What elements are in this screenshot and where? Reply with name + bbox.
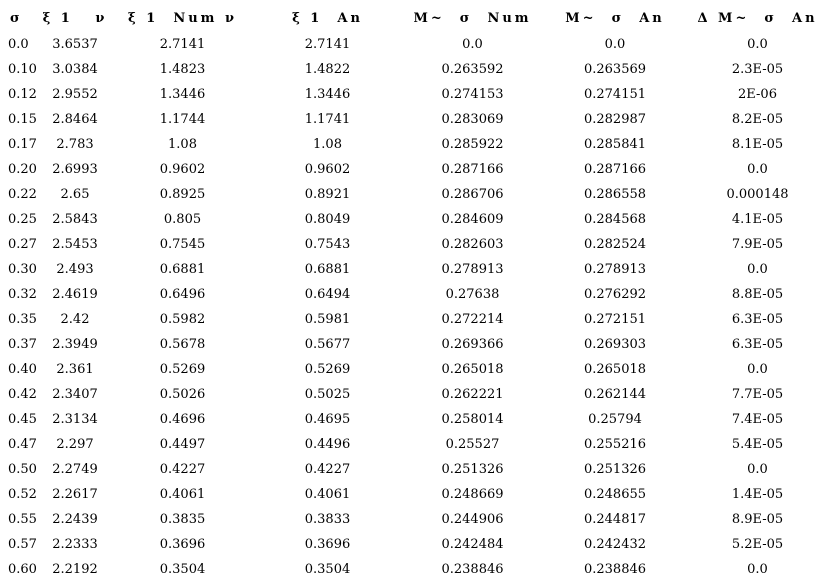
table-body bbox=[0, 32, 830, 582]
table-cell: 2.5453 bbox=[52, 237, 98, 252]
table-row bbox=[0, 532, 830, 557]
table-cell: 2.3949 bbox=[52, 337, 98, 352]
column-header-5: M~ σ An bbox=[565, 10, 665, 26]
data-table bbox=[0, 4, 830, 582]
table-cell: 3.6537 bbox=[52, 37, 98, 52]
table-cell: 0.3504 bbox=[304, 562, 351, 577]
table-cell: 0.7545 bbox=[159, 237, 206, 252]
table-cell: 0.5269 bbox=[304, 362, 351, 377]
table-row bbox=[0, 157, 830, 182]
table-cell: 0.284568 bbox=[583, 212, 647, 227]
table-cell: 0.0 bbox=[747, 262, 768, 277]
table-cell: 0.30 bbox=[8, 262, 37, 277]
table-cell: 0.238846 bbox=[583, 562, 647, 577]
table-row bbox=[0, 82, 830, 107]
table-cell: 1.1744 bbox=[159, 112, 206, 127]
table-row bbox=[0, 357, 830, 382]
table-cell: 0.263592 bbox=[441, 62, 504, 77]
table-cell: 5.4E-05 bbox=[731, 437, 784, 452]
table-cell: 8.2E-05 bbox=[731, 112, 784, 127]
table-cell: 0.285922 bbox=[441, 137, 504, 152]
table-cell: 0.283069 bbox=[441, 112, 504, 127]
table-cell: 1.4823 bbox=[159, 62, 206, 77]
column-header-4: M~ σ Num bbox=[413, 10, 532, 26]
table-cell: 0.25 bbox=[8, 212, 37, 227]
table-cell: 2.3407 bbox=[52, 387, 98, 402]
table-cell: 2.297 bbox=[56, 437, 94, 452]
table-cell: 0.3696 bbox=[159, 537, 206, 552]
table-cell: 0.251326 bbox=[583, 462, 647, 477]
table-cell: 0.27638 bbox=[445, 287, 500, 302]
table-cell: 0.5269 bbox=[159, 362, 206, 377]
table-cell: 0.9602 bbox=[304, 162, 351, 177]
header-row bbox=[0, 4, 830, 32]
table-cell: 5.2E-05 bbox=[731, 537, 784, 552]
table-cell: 2.42 bbox=[60, 312, 90, 327]
table-cell: 0.5025 bbox=[304, 387, 351, 402]
table-row bbox=[0, 332, 830, 357]
table-cell: 2.9552 bbox=[52, 87, 98, 102]
table-cell: 0.269303 bbox=[583, 337, 647, 352]
table-cell: 2.4619 bbox=[52, 287, 98, 302]
table-cell: 0.242484 bbox=[441, 537, 504, 552]
table-cell: 0.274153 bbox=[441, 87, 504, 102]
table-cell: 0.287166 bbox=[583, 162, 647, 177]
table-cell: 0.278913 bbox=[441, 262, 504, 277]
table-cell: 0.10 bbox=[8, 62, 37, 77]
table-cell: 0.272151 bbox=[583, 312, 647, 327]
table-cell: 0.286706 bbox=[441, 187, 504, 202]
table-cell: 0.37 bbox=[8, 337, 37, 352]
table-cell: 0.15 bbox=[8, 112, 37, 127]
table-cell: 0.276292 bbox=[583, 287, 647, 302]
table-cell: 0.55 bbox=[8, 512, 37, 527]
table-cell: 0.238846 bbox=[441, 562, 504, 577]
table-cell: 2.493 bbox=[56, 262, 94, 277]
table-cell: 0.6494 bbox=[304, 287, 351, 302]
table-cell: 0.242432 bbox=[583, 537, 647, 552]
table-cell: 2E-06 bbox=[738, 87, 777, 102]
table-cell: 2.3134 bbox=[52, 412, 98, 427]
table-cell: 6.3E-05 bbox=[731, 312, 784, 327]
table-cell: 0.286558 bbox=[583, 187, 647, 202]
table-row bbox=[0, 182, 830, 207]
table-cell: 0.0 bbox=[747, 37, 768, 52]
table-row bbox=[0, 107, 830, 132]
table-cell: 0.25527 bbox=[445, 437, 500, 452]
table-cell: 0.282987 bbox=[583, 112, 647, 127]
table-cell: 0.6496 bbox=[159, 287, 206, 302]
table-cell: 0.5982 bbox=[159, 312, 206, 327]
table-cell: 0.45 bbox=[8, 412, 37, 427]
table-cell: 0.50 bbox=[8, 462, 37, 477]
table-cell: 0.248669 bbox=[441, 487, 504, 502]
table-cell: 1.3446 bbox=[159, 87, 206, 102]
table-row bbox=[0, 432, 830, 457]
table-cell: 0.9602 bbox=[159, 162, 206, 177]
table-cell: 0.5678 bbox=[159, 337, 206, 352]
table-cell: 0.5677 bbox=[304, 337, 351, 352]
table-cell: 0.265018 bbox=[583, 362, 647, 377]
table-cell: 0.57 bbox=[8, 537, 37, 552]
table-row bbox=[0, 257, 830, 282]
table-cell: 0.287166 bbox=[441, 162, 504, 177]
table-cell: 0.8925 bbox=[159, 187, 206, 202]
table-cell: 0.8921 bbox=[304, 187, 351, 202]
table-cell: 2.65 bbox=[60, 187, 90, 202]
table-cell: 0.0 bbox=[8, 37, 29, 52]
table-row bbox=[0, 32, 830, 57]
table-cell: 0.272214 bbox=[441, 312, 504, 327]
table-cell: 0.282524 bbox=[583, 237, 647, 252]
table-cell: 0.278913 bbox=[583, 262, 647, 277]
table-cell: 2.2333 bbox=[52, 537, 98, 552]
table-cell: 0.262144 bbox=[583, 387, 647, 402]
table-cell: 2.8464 bbox=[52, 112, 98, 127]
table-cell: 2.7141 bbox=[304, 37, 351, 52]
table-cell: 1.08 bbox=[313, 137, 342, 152]
table-cell: 0.8049 bbox=[304, 212, 351, 227]
table-cell: 0.262221 bbox=[441, 387, 504, 402]
column-header-3: ξ 1 An bbox=[292, 10, 363, 26]
table-cell: 0.282603 bbox=[441, 237, 504, 252]
table-row bbox=[0, 207, 830, 232]
table-cell: 0.3835 bbox=[159, 512, 206, 527]
table-row bbox=[0, 482, 830, 507]
table-cell: 0.0 bbox=[462, 37, 483, 52]
table-cell: 0.0 bbox=[747, 362, 768, 377]
table-row bbox=[0, 382, 830, 407]
table-cell: 0.258014 bbox=[441, 412, 504, 427]
table-cell: 0.6881 bbox=[304, 262, 351, 277]
table-cell: 7.9E-05 bbox=[731, 237, 784, 252]
table-cell: 0.4061 bbox=[159, 487, 206, 502]
table-cell: 2.2192 bbox=[52, 562, 98, 577]
table-cell: 0.60 bbox=[8, 562, 37, 577]
table-cell: 0.255216 bbox=[583, 437, 647, 452]
table-cell: 0.244817 bbox=[583, 512, 647, 527]
table-cell: 0.4227 bbox=[159, 462, 206, 477]
table-row bbox=[0, 507, 830, 532]
table-cell: 0.274151 bbox=[583, 87, 647, 102]
table-cell: 8.9E-05 bbox=[731, 512, 784, 527]
table-cell: 0.32 bbox=[8, 287, 37, 302]
table-row bbox=[0, 457, 830, 482]
table-cell: 0.47 bbox=[8, 437, 37, 452]
table-cell: 3.0384 bbox=[52, 62, 98, 77]
table-cell: 2.6993 bbox=[52, 162, 98, 177]
table-cell: 2.361 bbox=[56, 362, 94, 377]
table-cell: 0.4227 bbox=[304, 462, 351, 477]
table-cell: 0.52 bbox=[8, 487, 37, 502]
table-cell: 0.0 bbox=[604, 37, 626, 52]
table-cell: 0.000148 bbox=[726, 187, 789, 202]
table-cell: 0.4496 bbox=[304, 437, 351, 452]
table-cell: 0.40 bbox=[8, 362, 37, 377]
table-row bbox=[0, 557, 830, 582]
table-cell: 0.0 bbox=[747, 562, 768, 577]
column-header-1: ξ 1 ν bbox=[42, 10, 108, 26]
table-cell: 1.08 bbox=[168, 137, 197, 152]
table-cell: 2.2749 bbox=[52, 462, 98, 477]
table-cell: 0.263569 bbox=[583, 62, 647, 77]
table-cell: 8.1E-05 bbox=[731, 137, 784, 152]
table-cell: 0.42 bbox=[8, 387, 37, 402]
table-cell: 0.0 bbox=[747, 162, 768, 177]
table-cell: 0.27 bbox=[8, 237, 37, 252]
table-cell: 2.5843 bbox=[52, 212, 98, 227]
table-cell: 0.265018 bbox=[441, 362, 504, 377]
table-cell: 1.3446 bbox=[304, 87, 351, 102]
table-cell: 0.248655 bbox=[583, 487, 647, 502]
table-cell: 7.7E-05 bbox=[731, 387, 784, 402]
table-row bbox=[0, 232, 830, 257]
table-cell: 0.285841 bbox=[583, 137, 647, 152]
column-header-6: Δ M~ σ An bbox=[697, 10, 818, 26]
table-cell: 0.251326 bbox=[441, 462, 504, 477]
table-cell: 0.4497 bbox=[159, 437, 206, 452]
table-cell: 0.284609 bbox=[441, 212, 504, 227]
table-row bbox=[0, 132, 830, 157]
table-cell: 0.269366 bbox=[441, 337, 504, 352]
table-cell: 7.4E-05 bbox=[731, 412, 784, 427]
table-cell: 0.4061 bbox=[304, 487, 351, 502]
table-cell: 8.8E-05 bbox=[731, 287, 784, 302]
table-cell: 0.22 bbox=[8, 187, 37, 202]
table-cell: 1.1741 bbox=[304, 112, 351, 127]
table-cell: 1.4E-05 bbox=[731, 487, 784, 502]
table-row bbox=[0, 57, 830, 82]
table-cell: 2.7141 bbox=[159, 37, 206, 52]
table-cell: 6.3E-05 bbox=[731, 337, 784, 352]
table-cell: 0.4695 bbox=[304, 412, 351, 427]
table-cell: 0.805 bbox=[163, 212, 202, 227]
table-cell: 0.35 bbox=[8, 312, 37, 327]
table-row bbox=[0, 407, 830, 432]
table-row bbox=[0, 307, 830, 332]
table-cell: 0.3696 bbox=[304, 537, 351, 552]
table-cell: 0.5026 bbox=[159, 387, 206, 402]
table-cell: 0.4696 bbox=[159, 412, 206, 427]
table-cell: 2.783 bbox=[56, 137, 94, 152]
column-header-2: ξ 1 Num ν bbox=[128, 10, 237, 26]
table-cell: 2.3E-05 bbox=[731, 62, 784, 77]
table-cell: 2.2439 bbox=[52, 512, 98, 527]
table-cell: 0.244906 bbox=[441, 512, 504, 527]
table-row bbox=[0, 282, 830, 307]
table-cell: 0.5981 bbox=[304, 312, 351, 327]
table-cell: 0.25794 bbox=[588, 412, 642, 427]
column-header-0: σ bbox=[10, 10, 23, 26]
table-cell: 0.20 bbox=[8, 162, 37, 177]
table-cell: 4.1E-05 bbox=[731, 212, 784, 227]
table-cell: 0.0 bbox=[747, 462, 768, 477]
table-cell: 1.4822 bbox=[304, 62, 351, 77]
table-cell: 0.6881 bbox=[159, 262, 206, 277]
table-cell: 2.2617 bbox=[52, 487, 98, 502]
table-cell: 0.17 bbox=[8, 137, 37, 152]
table-cell: 0.7543 bbox=[304, 237, 351, 252]
table-cell: 0.12 bbox=[8, 87, 37, 102]
table-cell: 0.3833 bbox=[304, 512, 351, 527]
table-cell: 0.3504 bbox=[159, 562, 206, 577]
